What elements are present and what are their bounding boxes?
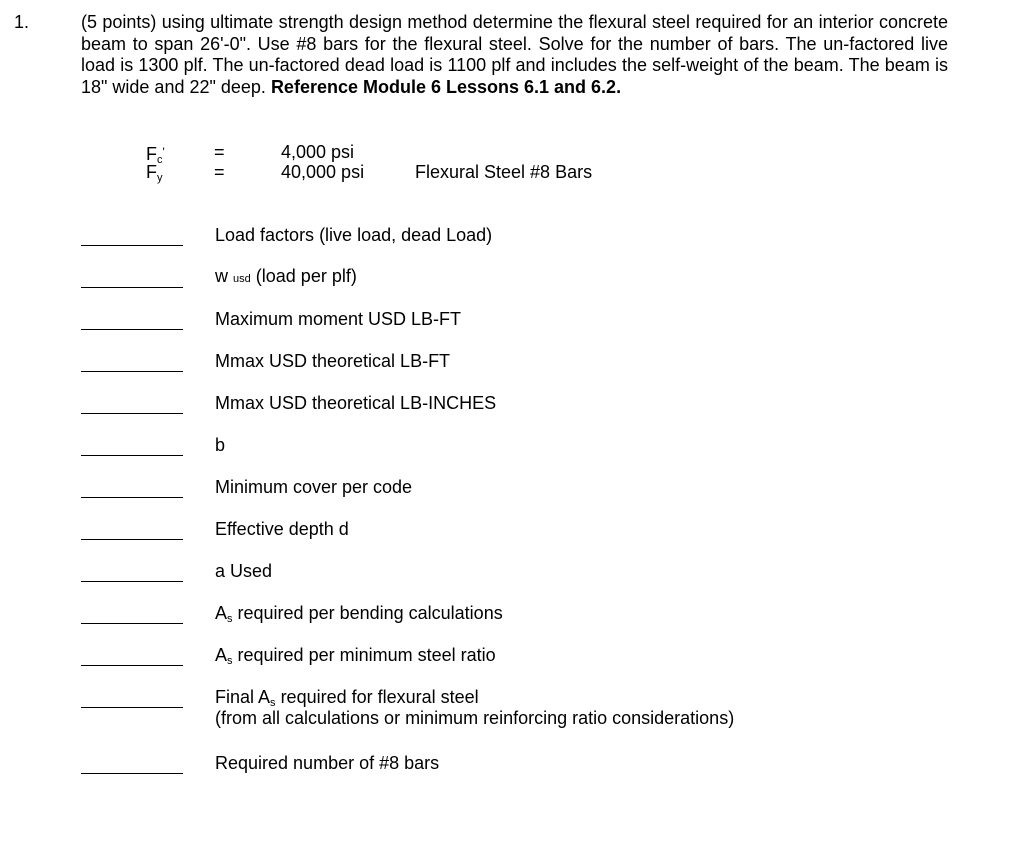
answer-blank[interactable] [81, 497, 183, 498]
answer-row-mmax-ft [0, 350, 1024, 390]
answer-label: Minimum cover per code [215, 477, 413, 497]
answer-row-b [0, 434, 1024, 474]
answer-row-eff-depth [0, 518, 1024, 558]
answer-row-final-as [0, 686, 1024, 736]
answer-label: $A_s$ required per minimum steel ratio [215, 645, 496, 667]
answer-row-a-used [0, 560, 1024, 600]
answer-row-load-factors [0, 224, 1024, 264]
answer-blank[interactable] [81, 455, 183, 456]
fc-value: 4,000 psi [281, 142, 355, 162]
answer-blank[interactable] [81, 371, 183, 372]
answer-blank[interactable] [81, 665, 183, 666]
problem-number: 1. [14, 12, 30, 32]
module-reference: Reference Module 6 Lessons 6.1 and 6.2. [270, 76, 622, 97]
answer-label: Maximum moment USD LB-FT [215, 309, 462, 329]
answer-blank[interactable] [81, 623, 183, 624]
given-fc-row [0, 142, 1024, 166]
answer-blank[interactable] [81, 539, 183, 540]
answer-blank[interactable] [81, 581, 183, 582]
answer-blank[interactable] [81, 245, 183, 246]
fy-value: 40,000 psi [281, 162, 365, 182]
answer-row-num-bars [0, 752, 1024, 792]
answer-label: Required number of #8 bars [215, 753, 440, 773]
answer-row-min-cover [0, 476, 1024, 516]
given-fy-row [0, 162, 1024, 183]
answer-row-as-min [0, 644, 1024, 684]
answer-blank[interactable] [81, 329, 183, 330]
answer-label: Mmax USD theoretical LB-FT [215, 351, 451, 371]
problem-text: (5 points) using ultimate strength design method determine the flexural steel required for an interior concrete beam to span 26'-0". Use #8 bars for the flexural steel. Solve for the number of bars. The un-factored live load is 1300 plf. The un-factored dead load is 1100 plf and includes the self-weight of the beam. The beam is 18" wide and 22" deep. [81, 12, 948, 97]
answer-row-w-usd [0, 266, 1024, 306]
fc-label: $F_c'$ [146, 144, 165, 166]
answer-row-mmax-in [0, 392, 1024, 432]
answer-blank[interactable] [81, 773, 183, 774]
fc-equals: = [214, 142, 225, 162]
answer-label: Load factors (live load, dead Load) [215, 225, 493, 245]
answer-row-as-bending [0, 602, 1024, 642]
answer-label: $A_s$ required per bending calculations [215, 603, 503, 625]
answer-label: b [215, 435, 226, 455]
answer-label: Mmax USD theoretical LB-INCHES [215, 393, 497, 413]
answer-row-max-moment [0, 308, 1024, 348]
problem-statement [81, 12, 948, 98]
fy-equals: = [214, 162, 225, 182]
answer-label: w usd (load per plf) [215, 266, 357, 286]
answer-label: a Used [215, 561, 273, 581]
answer-label: Final $A_s$ required for flexural steel [215, 687, 479, 709]
answer-note: (from all calculations or minimum reinforcing ratio considerations) [215, 708, 735, 728]
answer-blank[interactable] [81, 413, 183, 414]
fy-label: $F_y$ [146, 162, 163, 184]
answer-label: Effective depth d [215, 519, 349, 539]
flexural-steel-note: Flexural Steel #8 Bars [415, 162, 593, 182]
answer-blank[interactable] [81, 287, 183, 288]
answer-blank[interactable] [81, 707, 183, 708]
